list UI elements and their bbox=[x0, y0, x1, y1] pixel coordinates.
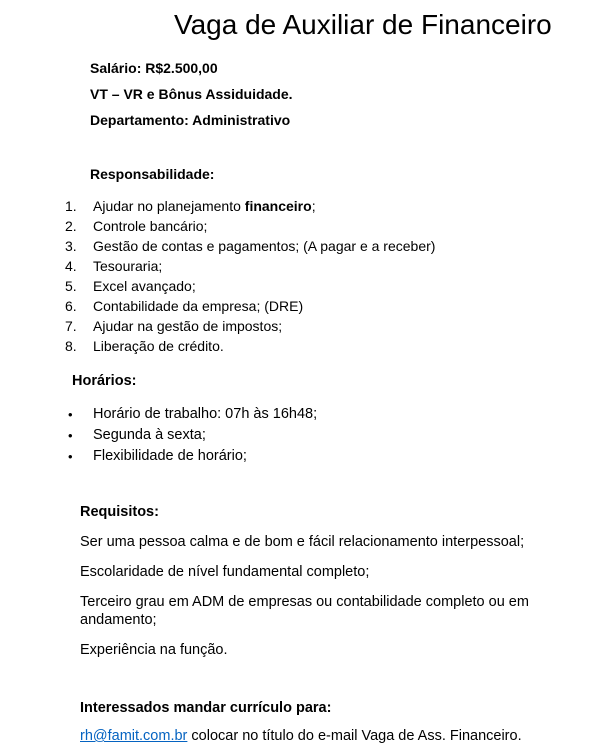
section-heading-horarios: Horários: bbox=[72, 373, 137, 389]
contact-line bbox=[80, 727, 600, 745]
list-item bbox=[0, 236, 600, 256]
list-number: 6. bbox=[65, 298, 77, 314]
list-item bbox=[0, 446, 600, 467]
list-number: 8. bbox=[65, 338, 77, 354]
list-item bbox=[0, 196, 600, 216]
list-item-text: Liberação de crédito. bbox=[93, 338, 224, 354]
list-item bbox=[0, 216, 600, 236]
section-heading-responsabilidade: Responsabilidade: bbox=[90, 166, 215, 182]
requirement-paragraph: Terceiro grau em ADM de empresas ou contabilidade completo ou em andamento; bbox=[80, 594, 529, 628]
requirement-paragraph: Escolaridade de nível fundamental completo; bbox=[80, 564, 370, 580]
list-item bbox=[0, 276, 600, 296]
benefits-line: VT – VR e Bônus Assiduidade. bbox=[90, 86, 293, 102]
list-item-text: Horário de trabalho: 07h às 16h48; bbox=[93, 406, 318, 422]
list-item bbox=[0, 256, 600, 276]
section-heading-contact: Interessados mandar currículo para: bbox=[80, 700, 332, 716]
list-item-text: Ajudar na gestão de impostos; bbox=[93, 318, 283, 334]
list-item-text: Controle bancário; bbox=[93, 218, 208, 234]
list-item-text: Ajudar no planejamento financeiro; bbox=[93, 198, 316, 214]
list-item-text: Tesouraria; bbox=[93, 258, 163, 274]
list-item bbox=[0, 316, 600, 336]
list-item-text: Contabilidade da empresa; (DRE) bbox=[93, 298, 304, 314]
bullet-icon: • bbox=[68, 407, 73, 422]
list-item bbox=[0, 425, 600, 446]
bullet-icon: • bbox=[68, 428, 73, 443]
requirement-paragraph: Experiência na função. bbox=[80, 642, 228, 658]
bullet-icon: • bbox=[68, 449, 73, 464]
list-item-text: Excel avançado; bbox=[93, 278, 196, 294]
schedule-list bbox=[0, 404, 600, 467]
list-item bbox=[0, 296, 600, 316]
list-number: 3. bbox=[65, 238, 77, 254]
list-item bbox=[0, 404, 600, 425]
section-heading-requisitos: Requisitos: bbox=[80, 504, 159, 520]
list-number: 7. bbox=[65, 318, 77, 334]
list-number: 5. bbox=[65, 278, 77, 294]
list-number: 2. bbox=[65, 218, 77, 234]
list-number: 1. bbox=[65, 198, 77, 214]
responsibilities-list bbox=[0, 196, 600, 356]
salary-line: Salário: R$2.500,00 bbox=[90, 60, 218, 76]
job-posting-document bbox=[0, 8, 600, 744]
requirement-paragraph: Ser uma pessoa calma e de bom e fácil relacionamento interpessoal; bbox=[80, 534, 525, 550]
email-instruction: colocar no título do e-mail Vaga de Ass. Financeiro. bbox=[187, 728, 522, 744]
requirements-section bbox=[0, 533, 600, 659]
intro-section bbox=[0, 60, 600, 128]
list-item bbox=[0, 336, 600, 356]
list-item-text: Gestão de contas e pagamentos; (A pagar e a receber) bbox=[93, 238, 436, 254]
list-item-text: Flexibilidade de horário; bbox=[93, 448, 247, 464]
email-link[interactable]: rh@famit.com.br bbox=[80, 728, 188, 744]
department-line: Departamento: Administrativo bbox=[90, 112, 291, 128]
page-title: Vaga de Auxiliar de Financeiro bbox=[174, 9, 552, 40]
list-number: 4. bbox=[65, 258, 77, 274]
list-item-text: Segunda à sexta; bbox=[93, 427, 206, 443]
